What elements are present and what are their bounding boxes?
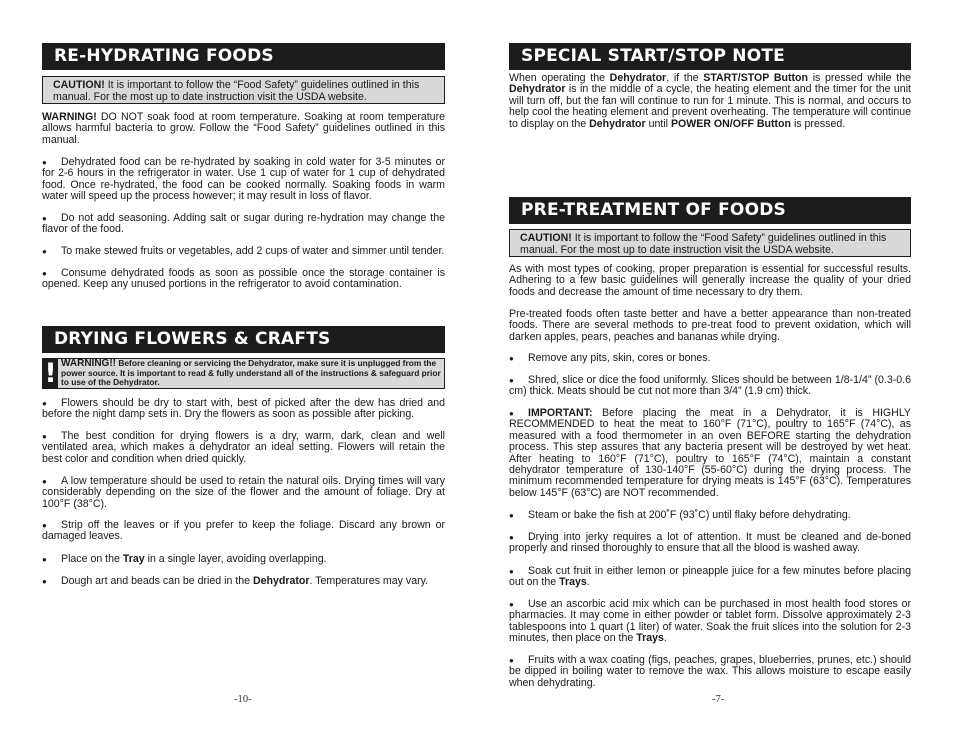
- special-title: SPECIAL START/STOP NOTE: [509, 43, 911, 70]
- special-paragraph: [509, 73, 911, 130]
- list-item-text: Soak cut fruit in either lemon or pineapple juice for a few minutes before placing out on the: [509, 565, 911, 589]
- bullet-icon: ●: [509, 567, 514, 576]
- bullet-icon: ●: [42, 399, 47, 408]
- list-item: [42, 520, 445, 543]
- list-item: [42, 476, 445, 510]
- list-item: [42, 213, 445, 236]
- caution-label: CAUTION!: [53, 79, 105, 91]
- list-item-text: Place on the: [61, 553, 123, 565]
- list-item-text: . Temperatures may vary.: [309, 575, 429, 587]
- bullet-icon: ●: [42, 158, 47, 167]
- list-item-text: .: [586, 576, 590, 589]
- bullet-icon: ●: [509, 409, 514, 418]
- bullet-icon: ●: [42, 432, 47, 441]
- flowers-warning-box: [42, 358, 445, 389]
- text: , if the: [666, 72, 704, 84]
- list-item-bold: Trays: [636, 632, 664, 645]
- bullet-icon: ●: [42, 521, 47, 530]
- list-item-text: Use an ascorbic acid mix which can be purchased in most health food stores or pharmacies. It may come in either powder or tablet form. Dissolve approximately 2-3 tablespoons into 1 quart (1 liter) of water. Soak the fruit slices into the solution for 2-3 minutes, then place on the: [509, 598, 911, 645]
- list-item-bold: Trays: [559, 576, 587, 589]
- exclamation-icon: !: [44, 358, 57, 389]
- intro-paragraph-2: Pre-treated foods often taste better and have a better appearance than non-treated foods. There are several methods to pre-treat food to prevent oxidation, which will darken apples, pears, peaches and bananas while drying.: [509, 308, 911, 343]
- list-item: [509, 599, 911, 645]
- bullet-icon: ●: [42, 477, 47, 486]
- bullet-icon: ●: [509, 376, 514, 385]
- list-item-text: Shred, slice or dice the food uniformly. Slices should be between 1/8-1/4” (0.3-0.6 cm) thick. Meats should be cut not more than 3/4” (1.9 cm) thick.: [509, 374, 911, 398]
- list-item: [509, 375, 911, 398]
- list-item-text: Fruits with a wax coating (figs, peaches, grapes, blueberries, prunes, etc.) should be dipped in boiling water to remove the wax. This allows moisture to escape easily when dehydrating.: [509, 654, 911, 689]
- list-item: [42, 157, 445, 203]
- bold-text: START/STOP Button: [703, 72, 808, 84]
- list-item: [42, 398, 445, 421]
- list-item-text: A low temperature should be used to retain the natural oils. Drying times will vary considerably depending on the size of the flower and the amount of foliage. Dry at 100°F (38°C).: [42, 475, 445, 510]
- flowers-title: DRYING FLOWERS & CRAFTS: [42, 326, 445, 353]
- intro-paragraph-1: As with most types of cooking, proper preparation is essential for successful results. Adhering to a few basic guidelines will generally increase the quality of your dried foods and decrease the amount of time necessary to dry them.: [509, 263, 911, 298]
- text: is pressed.: [791, 117, 846, 130]
- list-item-bold: Dehydrator: [253, 575, 310, 587]
- bullet-icon: ●: [509, 656, 514, 665]
- list-item: [509, 353, 911, 364]
- caution-label: CAUTION!: [520, 232, 572, 244]
- list-item-text: Consume dehydrated foods as soon as possible once the storage container is opened. Keep any unused portions in the refrigerator to avoid contamination.: [42, 267, 445, 291]
- list-item-text: Do not add seasoning. Adding salt or sugar during re-hydration may change the flavor of the food.: [42, 212, 445, 236]
- page-number-left: -10-: [234, 694, 252, 705]
- list-item: [509, 655, 911, 689]
- bullet-icon: ●: [42, 577, 47, 586]
- text: When operating the: [509, 72, 610, 84]
- rehydrating-caution-box: [42, 76, 445, 104]
- list-item-text: in a single layer, avoiding overlapping.: [144, 553, 327, 565]
- warning-label: WARNING!!: [61, 358, 116, 369]
- bold-text: POWER ON/OFF Button: [670, 117, 791, 130]
- text: until: [645, 117, 671, 130]
- list-item-bold: Tray: [122, 553, 145, 565]
- list-item-text: Dehydrated food can be re-hydrated by soaking in cold water for 3-5 minutes or for 2-6 hours in the refrigerator in water. Use 1 cup of water for 1 cup of dehydrated food. Once re-hydrated, the food can be cooked normally. Soaking foods in warm water will speed up the process however; it may result in loss of flavor.: [42, 156, 445, 203]
- rehydrating-warning: [42, 112, 445, 146]
- list-item-text: Remove any pits, skin, cores or bones.: [528, 352, 711, 364]
- list-item-text: Before placing the meat in a Dehydrator, it is HIGHLY RECOMMENDED to heat the meat to 160°F (71°C), poultry to 165°F (74°C), as measured with a food thermometer in an oven BEFORE starting the dehydration process. This step assures that any bacteria present will be destroyed by wet heat. After heating to 160°F (71°C), poultry to 165°F (74°C), maintain a constant dehydrator temperature of 130-140°F (55-60°C) during the drying process. The minimum recommended temperature for drying meats is 145°F (63°C). Temperatures below 145°F (63°C) are NOT recommended.: [509, 407, 911, 499]
- list-item: [42, 554, 445, 565]
- list-item: [509, 566, 911, 589]
- caution-text: It is important to follow the “Food Safety” guidelines outlined in this manual. For the most up to date instruction visit the USDA website.: [53, 79, 420, 103]
- bold-text: Dehydrator: [509, 83, 566, 96]
- warning-body: Before cleaning or servicing the Dehydrator, make sure it is unplugged from the power source. It is important to read & fully understand all of the instructions & safeguard prior to use of the Dehydrator.: [61, 358, 441, 388]
- text: is in the middle of a cycle, the heating element and the timer for the unit will turn off, but the fan will continue to run for 1 minute. This is normal, and occurs to help cool the heating element and prevent overheating. The temperature will continue to display on the: [509, 83, 911, 130]
- list-item-text: Drying into jerky requires a lot of attention. It must be cleaned and de-boned properly and rinsed thoroughly to ensure that all the blood is washed away.: [509, 531, 911, 555]
- bold-text: Dehydrator: [609, 72, 667, 84]
- text: is pressed while the: [808, 72, 911, 84]
- list-item: [509, 510, 911, 521]
- bullet-icon: ●: [509, 533, 514, 542]
- list-item-text: Dough art and beads can be dried in the: [61, 575, 254, 587]
- bullet-icon: ●: [509, 354, 514, 363]
- bullet-icon: ●: [42, 269, 47, 278]
- bold-text: Dehydrator: [589, 117, 646, 130]
- page-number-right: -7-: [712, 694, 725, 705]
- list-item: [42, 246, 445, 257]
- caution-text: It is important to follow the “Food Safety” guidelines outlined in this manual. For the most up to date instruction visit the USDA website.: [520, 232, 887, 256]
- list-item: [509, 532, 911, 555]
- bullet-icon: ●: [42, 214, 47, 223]
- warning-label: WARNING!: [42, 111, 97, 123]
- warning-text: DO NOT soak food at room temperature. Soaking at room temperature allows harmful bacteria to grow. Follow the “Food Safety” guidelines outlined in this manual.: [42, 111, 445, 146]
- list-item-text: Flowers should be dry to start with, best of picked after the dew has dried and before the night damp sets in. Dry the flowers as soon as possible after picking.: [42, 397, 445, 421]
- list-item-text: Steam or bake the fish at 200˚F (93˚C) until flaky before dehydrating.: [528, 509, 851, 521]
- list-item-text: To make stewed fruits or vegetables, add 2 cups of water and simmer until tender.: [61, 245, 445, 257]
- list-item: [42, 576, 445, 587]
- list-item: [42, 431, 445, 465]
- important-label: IMPORTANT:: [528, 407, 593, 419]
- bullet-icon: ●: [509, 600, 514, 609]
- pretreatment-title: PRE-TREATMENT OF FOODS: [509, 197, 911, 224]
- list-item-text: Strip off the leaves or if you prefer to keep the foliage. Discard any brown or damaged leaves.: [42, 519, 445, 543]
- bullet-icon: ●: [509, 511, 514, 520]
- bullet-icon: ●: [42, 247, 47, 256]
- list-item: [42, 268, 445, 291]
- bullet-icon: ●: [42, 555, 47, 564]
- pretreatment-caution-box: [509, 229, 911, 257]
- rehydrating-title: RE-HYDRATING FOODS: [42, 43, 445, 70]
- list-item-important: [509, 408, 911, 499]
- list-item-text: The best condition for drying flowers is a dry, warm, dark, clean and well ventilated area, which makes a dehydrator an ideal setting. Flowers will retain the best color and condition when dried quickly.: [42, 430, 445, 465]
- warning-text: [58, 359, 444, 388]
- list-item-text: .: [663, 632, 667, 645]
